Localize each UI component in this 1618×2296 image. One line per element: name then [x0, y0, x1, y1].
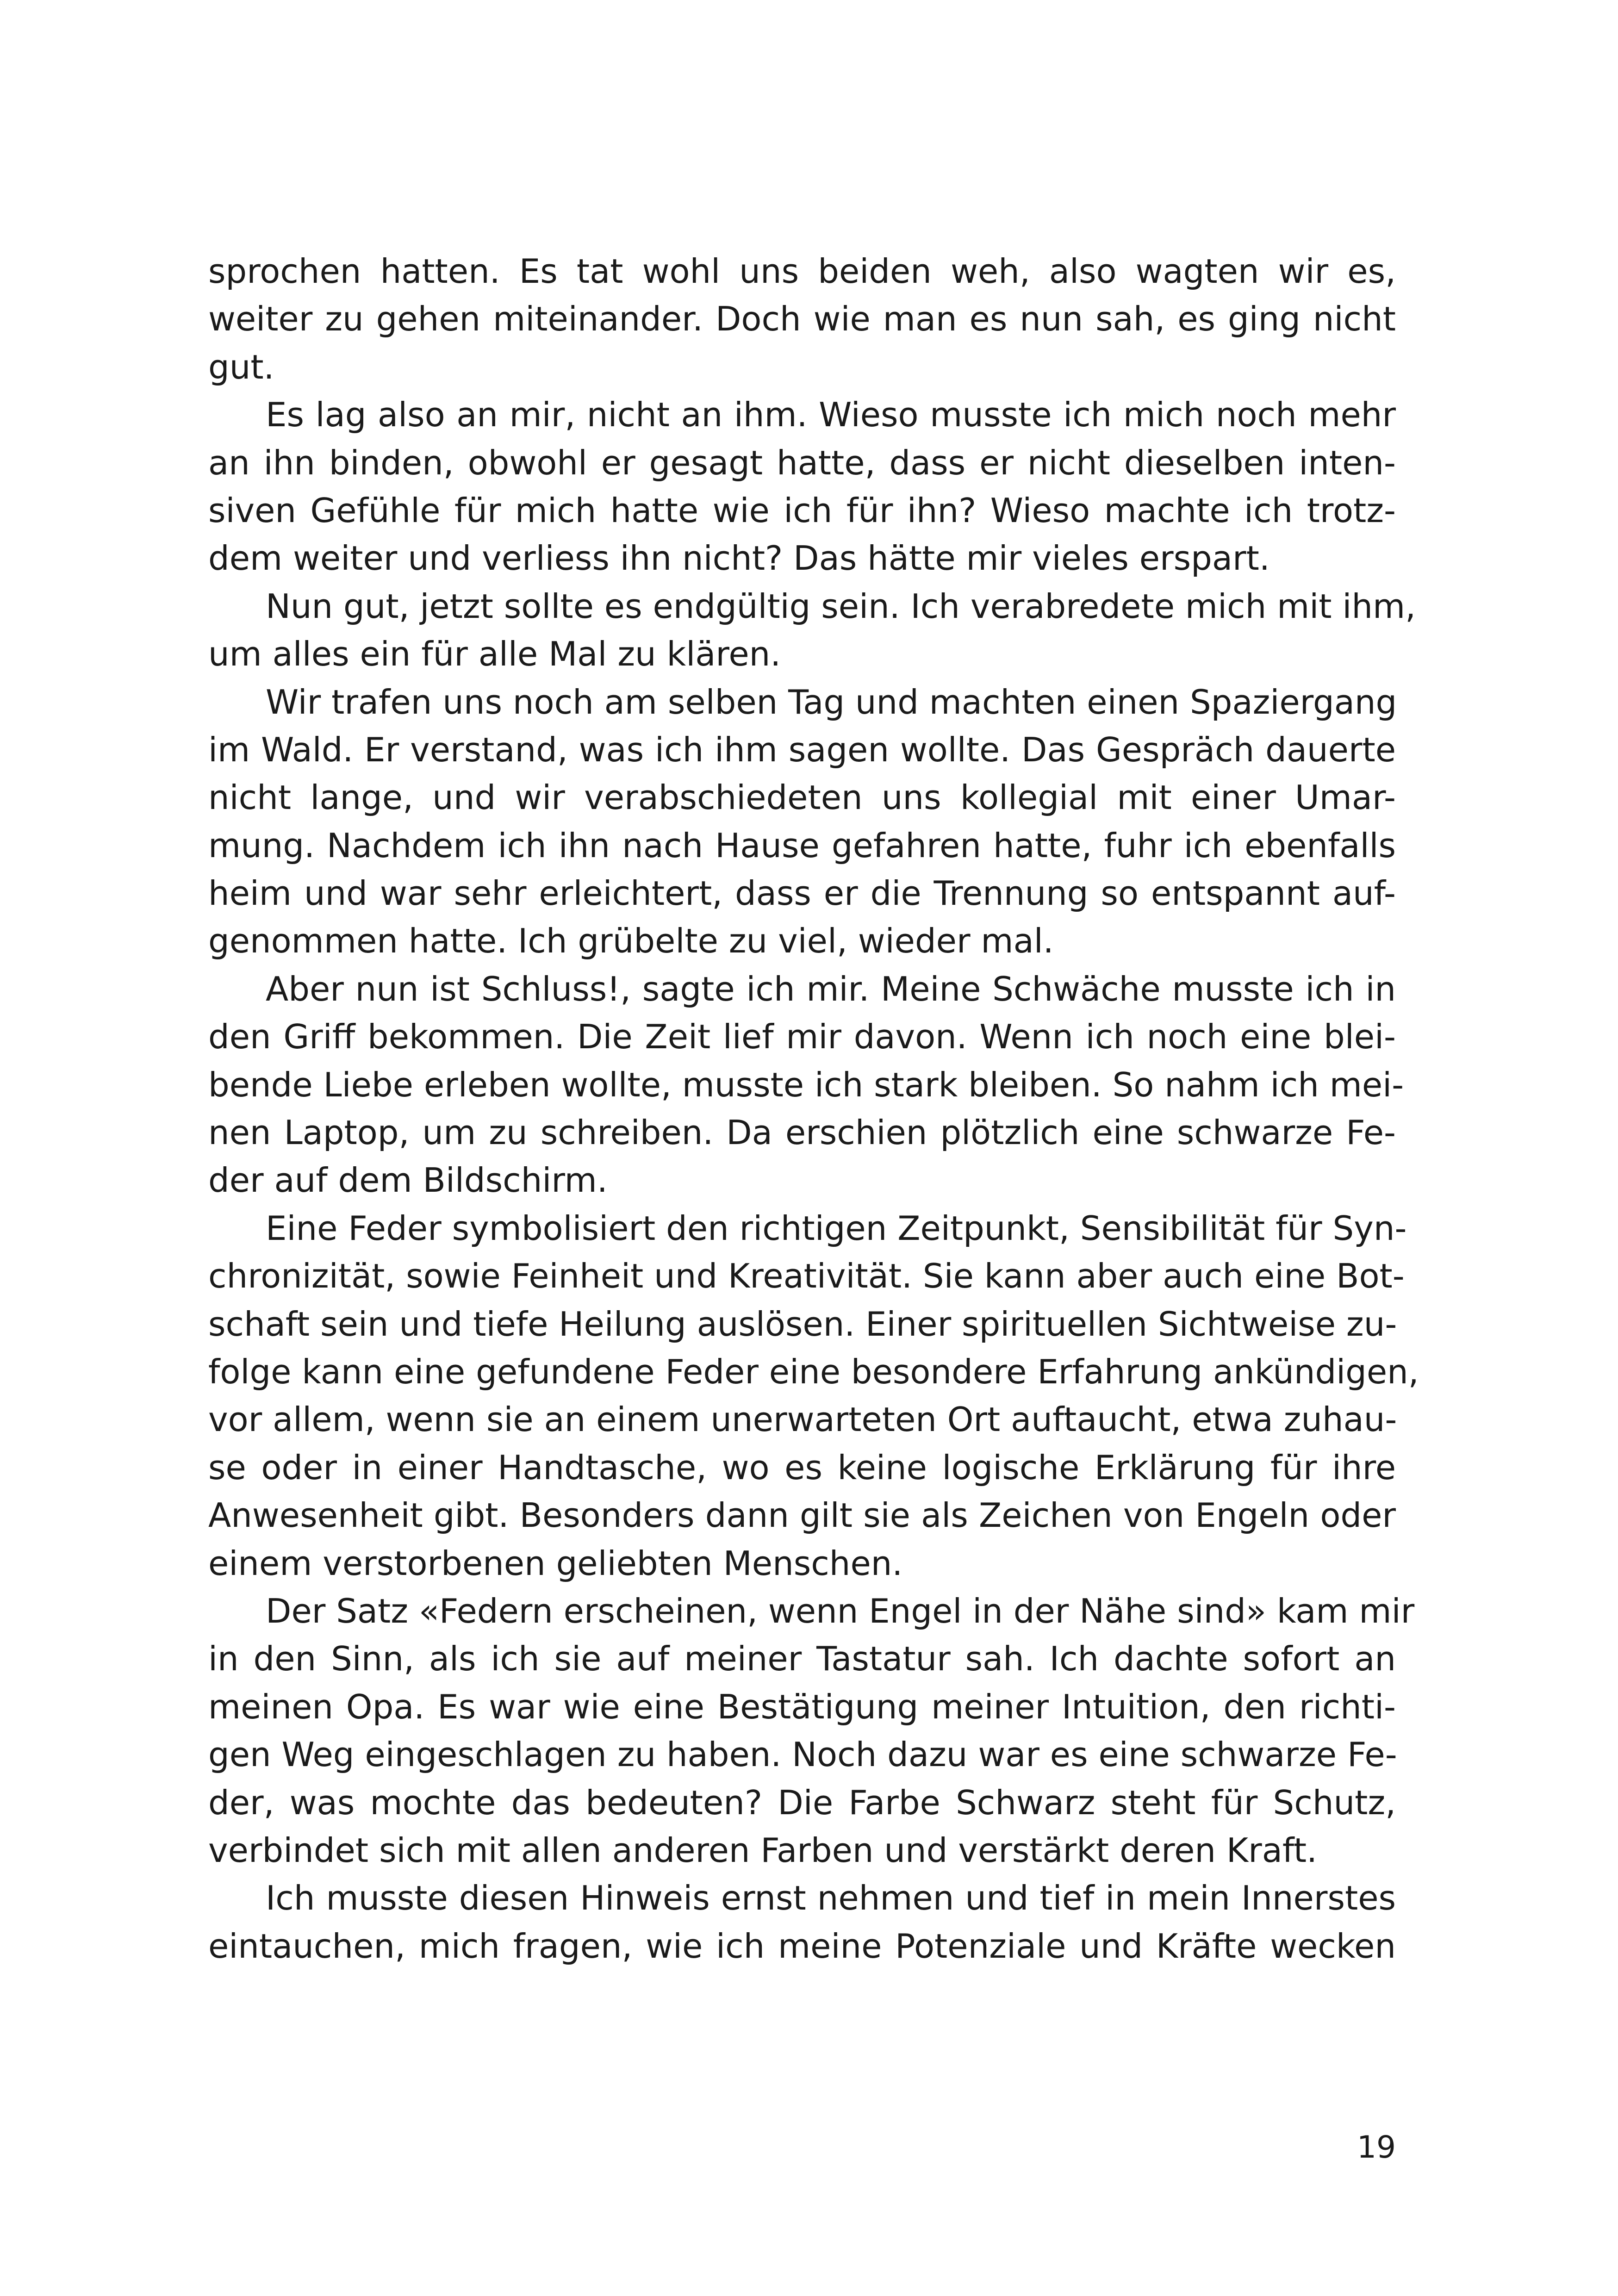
body-text — [208, 248, 1419, 1970]
text-line: folge kann eine gefundene Feder eine besondere Erfahrung ankündigen, — [208, 1352, 1419, 1391]
text-line: in den Sinn, als ich sie auf meiner Tastatur sah. Ich dachte sofort an — [208, 1639, 1396, 1679]
text-line: im Wald. Er verstand, was ich ihm sagen wollte. Das Gespräch dauerte — [208, 730, 1396, 769]
text-line: meinen Opa. Es war wie eine Bestätigung meiner Intuition, den richti- — [208, 1687, 1396, 1726]
text-line: gen Weg eingeschlagen zu haben. Noch dazu war es eine schwarze Fe- — [208, 1735, 1397, 1774]
text-line: nen Laptop, um zu schreiben. Da erschien plötzlich eine schwarze Fe- — [208, 1113, 1396, 1152]
text-line: den Griff bekommen. Die Zeit lief mir davon. Wenn ich noch eine blei- — [208, 1017, 1396, 1057]
text-line: schaft sein und tiefe Heilung auslösen. Einer spirituellen Sichtweise zu- — [208, 1304, 1397, 1344]
text-line: an ihn binden, obwohl er gesagt hatte, dass er nicht dieselben inten- — [208, 443, 1396, 482]
text-line: Ich musste diesen Hinweis ernst nehmen und tief in mein Innerstes — [266, 1879, 1396, 1918]
text-line: mung. Nachdem ich ihn nach Hause gefahren hatte, fuhr ich ebenfalls — [208, 826, 1396, 865]
text-line: gut. — [208, 347, 274, 386]
text-line: um alles ein für alle Mal zu klären. — [208, 635, 781, 674]
text-line: Es lag also an mir, nicht an ihm. Wieso musste ich mich noch mehr — [266, 395, 1396, 435]
text-line: einem verstorbenen geliebten Menschen. — [208, 1543, 903, 1583]
text-line: sprochen hatten. Es tat wohl uns beiden weh, also wagten wir es, — [208, 252, 1396, 291]
text-line: Der Satz «Federn erscheinen, wenn Engel in der Nähe sind» kam mir — [266, 1591, 1415, 1630]
text-line: nicht lange, und wir verabschiedeten uns kollegial mit einer Umar- — [208, 778, 1396, 817]
text-line: Wir trafen uns noch am selben Tag und machten einen Spaziergang — [266, 682, 1397, 722]
text-line: vor allem, wenn sie an einem unerwarteten Ort auftaucht, etwa zuhau- — [208, 1400, 1397, 1439]
text-line: genommen hatte. Ich grübelte zu viel, wieder mal. — [208, 921, 1054, 961]
text-line: weiter zu gehen miteinander. Doch wie man es nun sah, es ging nicht — [208, 299, 1396, 339]
page-number: 19 — [1357, 2129, 1396, 2165]
text-line: heim und war sehr erleichtert, dass er die Trennung so entspannt auf- — [208, 874, 1396, 913]
text-line: se oder in einer Handtasche, wo es keine logische Erklärung für ihre — [208, 1448, 1396, 1487]
text-line: siven Gefühle für mich hatte wie ich für ihn? Wieso machte ich trotz- — [208, 491, 1396, 530]
text-line: Anwesenheit gibt. Besonders dann gilt sie als Zeichen von Engeln oder — [208, 1496, 1396, 1535]
text-line: Nun gut, jetzt sollte es endgültig sein. Ich verabredete mich mit ihm, — [266, 586, 1416, 626]
text-line: eintauchen, mich fragen, wie ich meine Potenziale und Kräfte wecken — [208, 1926, 1396, 1966]
text-line: der auf dem Bildschirm. — [208, 1161, 608, 1200]
text-line: bende Liebe erleben wollte, musste ich stark bleiben. So nahm ich mei- — [208, 1065, 1404, 1104]
text-line: verbindet sich mit allen anderen Farben und verstärkt deren Kraft. — [208, 1830, 1318, 1870]
text-line: Aber nun ist Schluss!, sagte ich mir. Meine Schwäche musste ich in — [266, 969, 1396, 1008]
text-line: Eine Feder symbolisiert den richtigen Zeitpunkt, Sensibilität für Syn- — [266, 1208, 1407, 1248]
text-line: chronizität, sowie Feinheit und Kreativität. Sie kann aber auch eine Bot- — [208, 1257, 1405, 1296]
text-line: der, was mochte das bedeuten? Die Farbe Schwarz steht für Schutz, — [208, 1783, 1396, 1822]
text-line: dem weiter und verliess ihn nicht? Das hätte mir vieles erspart. — [208, 539, 1270, 578]
